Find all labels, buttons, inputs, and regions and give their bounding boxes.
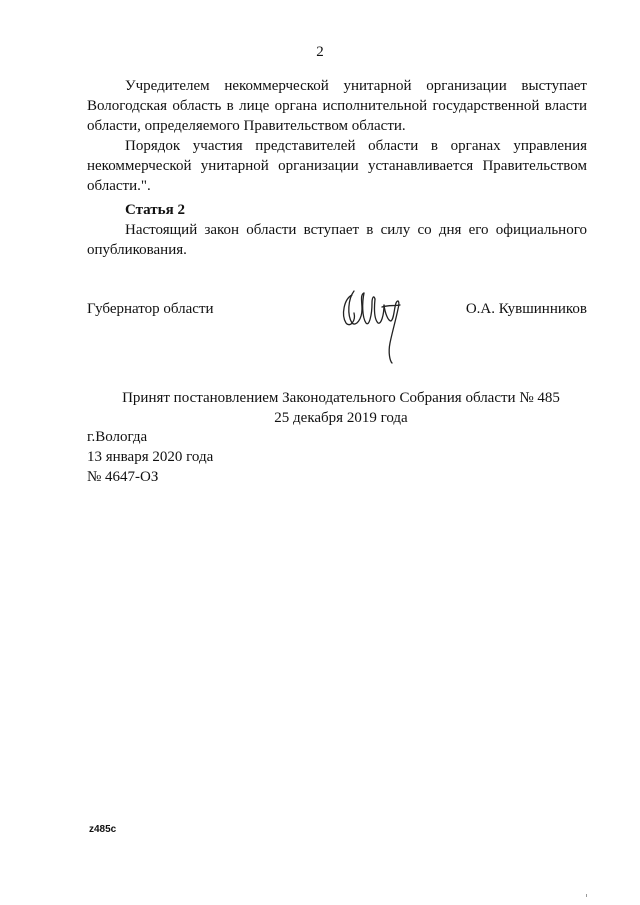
place-and-date xyxy=(87,427,213,487)
body-text-section-2 xyxy=(87,200,587,260)
adoption-resolution: Принят постановлением Законодательного Собрания области № 485 xyxy=(122,390,560,406)
signature-row xyxy=(87,301,587,321)
scan-artifact xyxy=(586,894,587,897)
adoption-note xyxy=(87,388,587,428)
city: г.Вологда xyxy=(87,429,148,445)
signing-date: 13 января 2020 года xyxy=(87,449,214,465)
governor-title: Губернатор области xyxy=(87,301,214,317)
governor-name: О.А. Кувшинников xyxy=(465,301,587,317)
law-number: № 4647-ОЗ xyxy=(87,469,159,485)
paragraph-founder: Учредителем некоммерческой унитарной организации выступает Вологодская область в лице органа исполнительной государственной власти области, определяемого Правительством области. xyxy=(87,78,587,134)
footer-code: z485c xyxy=(89,824,117,835)
paragraph-participation-order: Порядок участия представителей области в органах управления некоммерческой унитарной организации устанавливается Правительством области.". xyxy=(87,138,587,194)
body-text-section-1 xyxy=(87,76,587,196)
page-number: 2 xyxy=(316,44,324,60)
adoption-date: 25 декабря 2019 года xyxy=(274,410,408,426)
handwritten-signature xyxy=(338,285,410,365)
paragraph-entry-into-force: Настоящий закон области вступает в силу со дня его официального опубликования. xyxy=(87,222,587,258)
article-heading: Статья 2 xyxy=(125,202,185,218)
